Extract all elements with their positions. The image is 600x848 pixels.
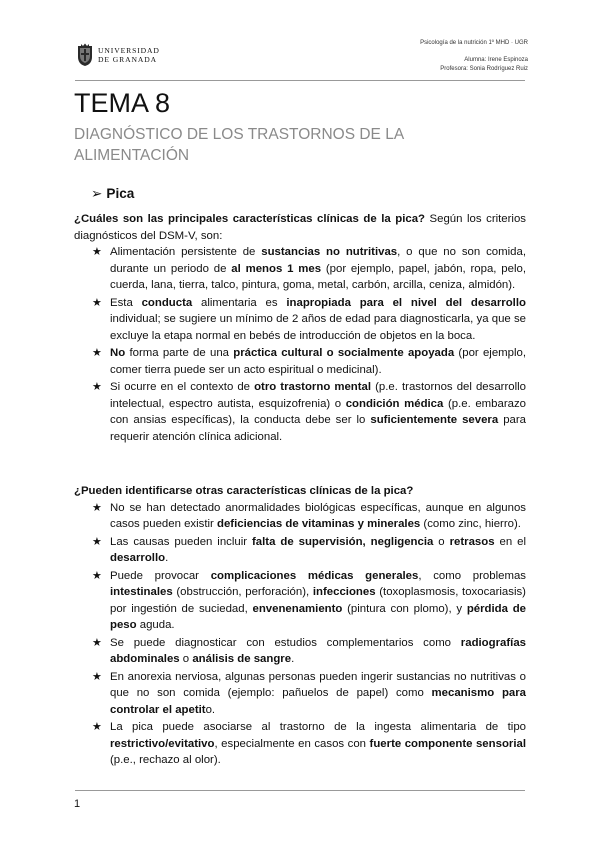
page-number: 1 — [74, 798, 81, 810]
star-bullet-icon: ★ — [92, 501, 102, 514]
text: (como zinc, hierro). — [420, 518, 521, 530]
bold-text: análisis de sangre — [192, 653, 292, 665]
teacher-label: Profesora: Sonia Rodríguez Ruiz — [440, 66, 528, 72]
text: (p.e. embarazo con ansias específicas), la conducta debe ser lo — [110, 397, 526, 426]
text: . — [291, 653, 295, 665]
star-bullet-icon: ★ — [92, 296, 102, 309]
text: o. — [205, 703, 216, 716]
question-2 — [74, 483, 526, 500]
bold-text: deficiencias de vitaminas y minerales — [217, 518, 421, 530]
list-item — [92, 669, 527, 719]
bold-text: conducta — [141, 296, 193, 309]
list-item — [92, 568, 526, 634]
text: para requerir atención clínica adicional. — [110, 414, 527, 443]
bold-text: condición médica — [345, 397, 444, 410]
bold-text: sustancias no nutritivas — [261, 246, 398, 258]
bold-text: fuerte componente sensorial — [369, 737, 526, 750]
section-heading — [91, 186, 134, 202]
text: . — [165, 552, 169, 564]
question-1-title: ¿Cuáles son las principales características clínicas de la pica? — [74, 213, 425, 225]
text: (p.e., rechazo al olor). — [110, 754, 221, 766]
university-crest-icon — [76, 43, 94, 67]
text: forma parte de una — [125, 347, 234, 359]
student-label: Alumna: Irene Espinoza — [464, 57, 528, 63]
star-bullet-icon: ★ — [92, 535, 102, 548]
university-name — [98, 46, 160, 64]
text: Si ocurre en el contexto de — [110, 381, 255, 393]
question-1-list — [74, 244, 526, 445]
bold-text: mecanismo para controlar el apetit — [110, 687, 527, 716]
page-title: TEMA 8 — [74, 88, 171, 118]
university-name-line2: DE GRANADA — [98, 55, 157, 64]
text: (obstrucción, perforación), — [172, 586, 313, 598]
star-bullet-icon: ★ — [92, 246, 102, 258]
text: (por ejemplo, papel, jabón, ropa, pelo, cuerda, lana, tierra, talco, pintura, goma, metal, carbón, arcilla, ceniza, almidón). — [110, 262, 526, 291]
university-logo — [76, 43, 172, 71]
text: Alimentación persistente de — [110, 246, 262, 258]
bold-text: retrasos — [449, 535, 495, 548]
bold-text: restrictivo/evitativo — [110, 737, 215, 750]
course-label: Psicología de la nutrición 1º MHD · UGR — [420, 40, 528, 46]
text: , especialmente en casos con — [214, 737, 370, 750]
list-item — [92, 534, 526, 567]
bold-text: intestinales — [110, 586, 173, 598]
text: individual; se sugiere un mínimo de 2 años de edad para diagnosticarla, ya que se excluye la etapa normal en bebés de introducción de objetos en la boca. — [110, 313, 526, 342]
text: Esta — [110, 296, 142, 309]
bold-text: pérdida de peso — [110, 602, 526, 631]
bold-text: suficientemente severa — [370, 414, 499, 426]
bold-text: envenenamiento — [252, 602, 343, 615]
question-2-list — [74, 500, 526, 769]
question-block-1 — [74, 211, 526, 446]
text: o — [433, 535, 450, 548]
arrow-bullet-icon: ➢ — [91, 186, 103, 201]
list-item — [92, 244, 526, 294]
star-bullet-icon: ★ — [92, 381, 102, 393]
star-bullet-icon: ★ — [92, 721, 102, 733]
list-item — [92, 719, 526, 769]
text: en el — [494, 535, 526, 548]
star-bullet-icon: ★ — [92, 569, 102, 582]
text: Se puede diagnosticar con estudios complementarios como — [110, 636, 461, 649]
question-block-2 — [74, 483, 526, 770]
text: aguda. — [136, 619, 175, 631]
text: (pintura con plomo), y — [342, 602, 467, 615]
question-1-intro: Según los criterios diagnósticos del DSM-V, son: — [74, 213, 526, 242]
list-item — [92, 379, 527, 445]
text: o — [179, 653, 193, 665]
text: (toxoplasmosis, toxocariasis) por ingestión de suciedad, — [110, 586, 526, 615]
bold-text: desarrollo — [110, 552, 166, 564]
bold-text: No — [110, 347, 126, 359]
bold-text: práctica cultural o socialmente apoyada — [233, 347, 455, 359]
university-name-line1: UNIVERSIDAD — [98, 46, 160, 55]
footer-divider — [75, 790, 525, 791]
star-bullet-icon: ★ — [92, 347, 102, 359]
bold-text: al menos 1 mes — [231, 262, 322, 275]
bold-text: falta de supervisión, negligencia — [252, 535, 434, 548]
text: , como problemas — [418, 569, 526, 582]
star-bullet-icon: ★ — [92, 636, 102, 649]
header-divider — [75, 80, 525, 81]
list-item — [92, 295, 526, 345]
bold-text: inapropiada para el nivel del desarrollo — [286, 296, 526, 309]
text: La pica puede asociarse al trastorno de la ingesta alimentaria de tipo — [110, 721, 526, 733]
list-item — [92, 635, 526, 668]
text: (por ejemplo, comer tierra puede ser un acto espiritual o medicinal). — [110, 347, 527, 376]
text: (p.e. trastornos del desarrollo intelectual, espectro autista, esquizofrenia) o — [110, 381, 526, 410]
text: , o que no son comida, durante un periodo de — [110, 246, 526, 275]
bold-text: infecciones — [312, 586, 376, 598]
text: Puede provocar — [110, 569, 211, 582]
text: No se han detectado anormalidades biológicas específicas, aunque en algunos casos pueden existir — [110, 501, 526, 530]
bold-text: otro trastorno mental — [254, 381, 372, 393]
section-label: Pica — [106, 186, 135, 201]
list-item — [92, 500, 526, 533]
text: Las causas pueden incluir — [110, 535, 253, 548]
star-bullet-icon: ★ — [92, 670, 102, 683]
text: En anorexia nerviosa, algunas personas pueden ingerir sustancias no nutritivas o que no son comida (ejemplo: pañuelos de papel) como — [110, 670, 526, 699]
text: alimentaria es — [192, 296, 287, 309]
list-item — [92, 345, 527, 378]
question-2-title: ¿Pueden identificarse otras características clínicas de la pica? — [74, 485, 414, 497]
bold-text: complicaciones médicas generales — [210, 569, 419, 582]
page-subtitle: DIAGNÓSTICO DE LOS TRASTORNOS DE LA ALIMENTACIÓN — [74, 126, 404, 164]
question-1 — [74, 211, 526, 244]
bold-text: radiografías abdominales — [110, 636, 526, 665]
